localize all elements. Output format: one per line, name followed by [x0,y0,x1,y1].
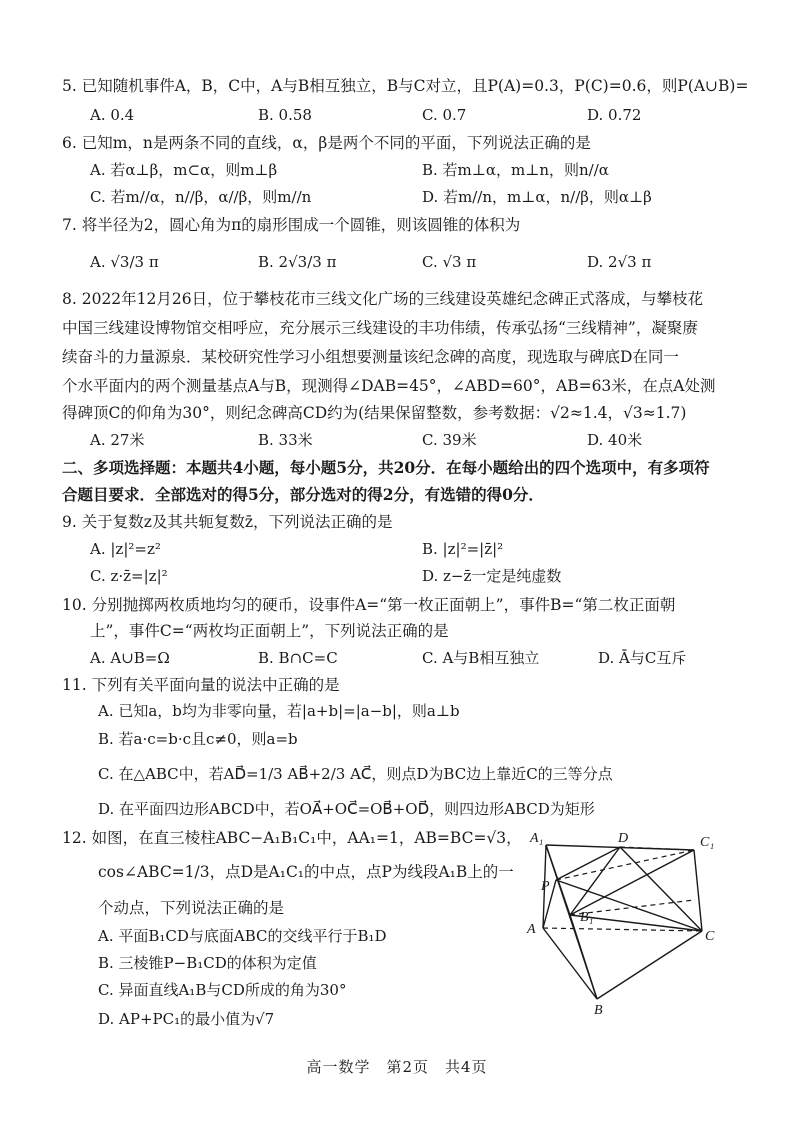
prism-figure [520,825,730,1020]
q9-option-d: D. z−z̄一定是纯虚数 [422,567,562,585]
q7-option-a: A. √3/3 π [90,253,159,271]
label-d: D [618,831,629,846]
segment-d-c [620,847,702,931]
q5-option-a: A. 0.4 [90,106,135,124]
q5-option-c: C. 0.7 [422,106,467,124]
q10-option-b: B. B∩C=C [258,649,338,667]
q12-line-3: 个动点，下列说法正确的是 [98,899,285,917]
label-a1: A₁ [530,831,544,846]
q11-option-a: A. 已知a，b均为非零向量，若|a+b|=|a−b|，则a⊥b [98,702,460,720]
q8-line-2: 中国三线建设博物馆交相呼应，充分展示三线建设的丰功伟绩，传承弘扬“三线精神”，凝聚赓 [62,319,698,337]
q10-option-a: A. A∪B=Ω [90,649,170,667]
q11-stem: 11. 下列有关平面向量的说法中正确的是 [62,676,340,694]
q9-option-b: B. |z|²=|z̄|² [422,540,504,558]
segment-p-c [556,880,702,931]
q10-option-d: D. Ā与C互斥 [598,649,687,667]
label-c: C [705,929,715,944]
q7-stem: 7. 将半径为2，圆心角为π的扇形围成一个圆锥，则该圆锥的体积为 [62,216,521,234]
q7-option-b: B. 2√3/3 π [258,253,337,271]
q9-option-a: A. |z|²=z² [90,540,161,558]
q8-line-1: 8. 2022年12月26日，位于攀枝花市三线文化广场的三线建设英雄纪念碑正式落成，与攀枝花 [62,290,704,308]
q12-line-1: 12. 如图，在直三棱柱ABC−A₁B₁C₁中，AA₁=1，AB=BC=√3， [62,829,522,847]
q9-option-c: C. z·z̄=|z|² [90,567,168,585]
edge-a-b [543,928,597,999]
edge-c1-c [694,850,702,931]
q8-line-4: 个水平面内的两个测量基点A与B，现测得∠DAB=45°，∠ABD=60°，AB=63米，在点A处测 [62,377,716,395]
label-a: A [527,922,536,937]
q7-option-d: D. 2√3 π [587,253,652,271]
q8-line-3: 续奋斗的力量源泉．某校研究性学习小组想要测量该纪念碑的高度，现选取与碑底D在同一 [62,348,679,366]
q12-option-c: C. 异面直线A₁B与CD所成的角为30° [98,981,347,999]
q10-option-c: C. A与B相互独立 [422,649,540,667]
q12-line-2: cos∠ABC=1/3，点D是A₁C₁的中点，点P为线段A₁B上的一 [98,863,514,881]
q11-option-c: C. 在△ABC中，若AD⃗=1/3 AB⃗+2/3 AC⃗，则点D为BC边上靠近C的三等分点 [98,765,613,783]
q5-option-b: B. 0.58 [258,106,312,124]
q12-option-a: A. 平面B₁CD与底面ABC的交线平行于B₁D [98,927,387,945]
q6-option-c: C. 若m//α，n//β，α//β，则m//n [90,188,312,206]
q12-option-b: B. 三棱锥P−B₁CD的体积为定值 [98,954,317,972]
section-2-heading: 二、多项选择题：本题共4小题，每小题5分，共20分．在每小题给出的四个选项中，有多项符 [62,458,710,477]
q8-option-b: B. 33米 [258,431,313,449]
q6-stem: 6. 已知m，n是两条不同的直线，α，β是两个不同的平面，下列说法正确的是 [62,134,591,152]
q10-line-1: 10. 分别抛掷两枚质地均匀的硬币，设事件A=“第一枚正面朝上”，事件B=“第二枚正面朝 [62,596,676,614]
q6-option-d: D. 若m//n，m⊥α，n//β，则α⊥β [422,188,652,206]
q11-option-b: B. 若a·c=b·c且c≠0，则a=b [98,730,298,748]
edge-b-c [597,931,702,999]
q10-line-2: 上”，事件C=“两枚均正面朝上”，下列说法正确的是 [90,622,449,640]
q6-option-a: A. 若α⊥β，m⊂α，则m⊥β [90,161,278,179]
label-c1: C₁ [700,835,715,850]
page-footer: 高一数学 第2页 共4页 [306,1058,488,1076]
q7-option-c: C. √3 π [422,253,477,271]
q5-option-d: D. 0.72 [587,106,642,124]
q5-stem: 5. 已知随机事件A，B，C中，A与B相互独立，B与C对立，且P(A)=0.3，P(C)=0.6，则P(A∪B)= [62,77,749,95]
segment-d-b1 [570,847,620,915]
q8-option-c: C. 39米 [422,431,477,449]
label-b: B [594,1003,603,1018]
section-2-instructions: 合题目要求．全部选对的得5分，部分选对的得2分，有选错的得0分． [62,485,544,504]
q9-stem: 9. 关于复数z及其共轭复数z̄，下列说法正确的是 [62,513,393,531]
q11-option-d: D. 在平面四边形ABCD中，若OA⃗+OC⃗=OB⃗+OD⃗，则四边形ABCD为矩形 [98,800,595,818]
q12-option-d: D. AP+PC₁的最小值为√7 [98,1010,275,1028]
label-p: P [541,879,550,894]
segment-p-c1 [556,850,694,880]
label-b1: B₁ [580,910,594,925]
q8-line-5: 得碑顶C的仰角为30°，则纪念碑高CD约为(结果保留整数，参考数据：√2≈1.4，√3≈1.7) [62,404,687,422]
q6-option-b: B. 若m⊥α，m⊥n，则n//α [422,161,609,179]
q8-option-d: D. 40米 [587,431,643,449]
q8-option-a: A. 27米 [90,431,145,449]
segment-p-d [556,847,620,880]
